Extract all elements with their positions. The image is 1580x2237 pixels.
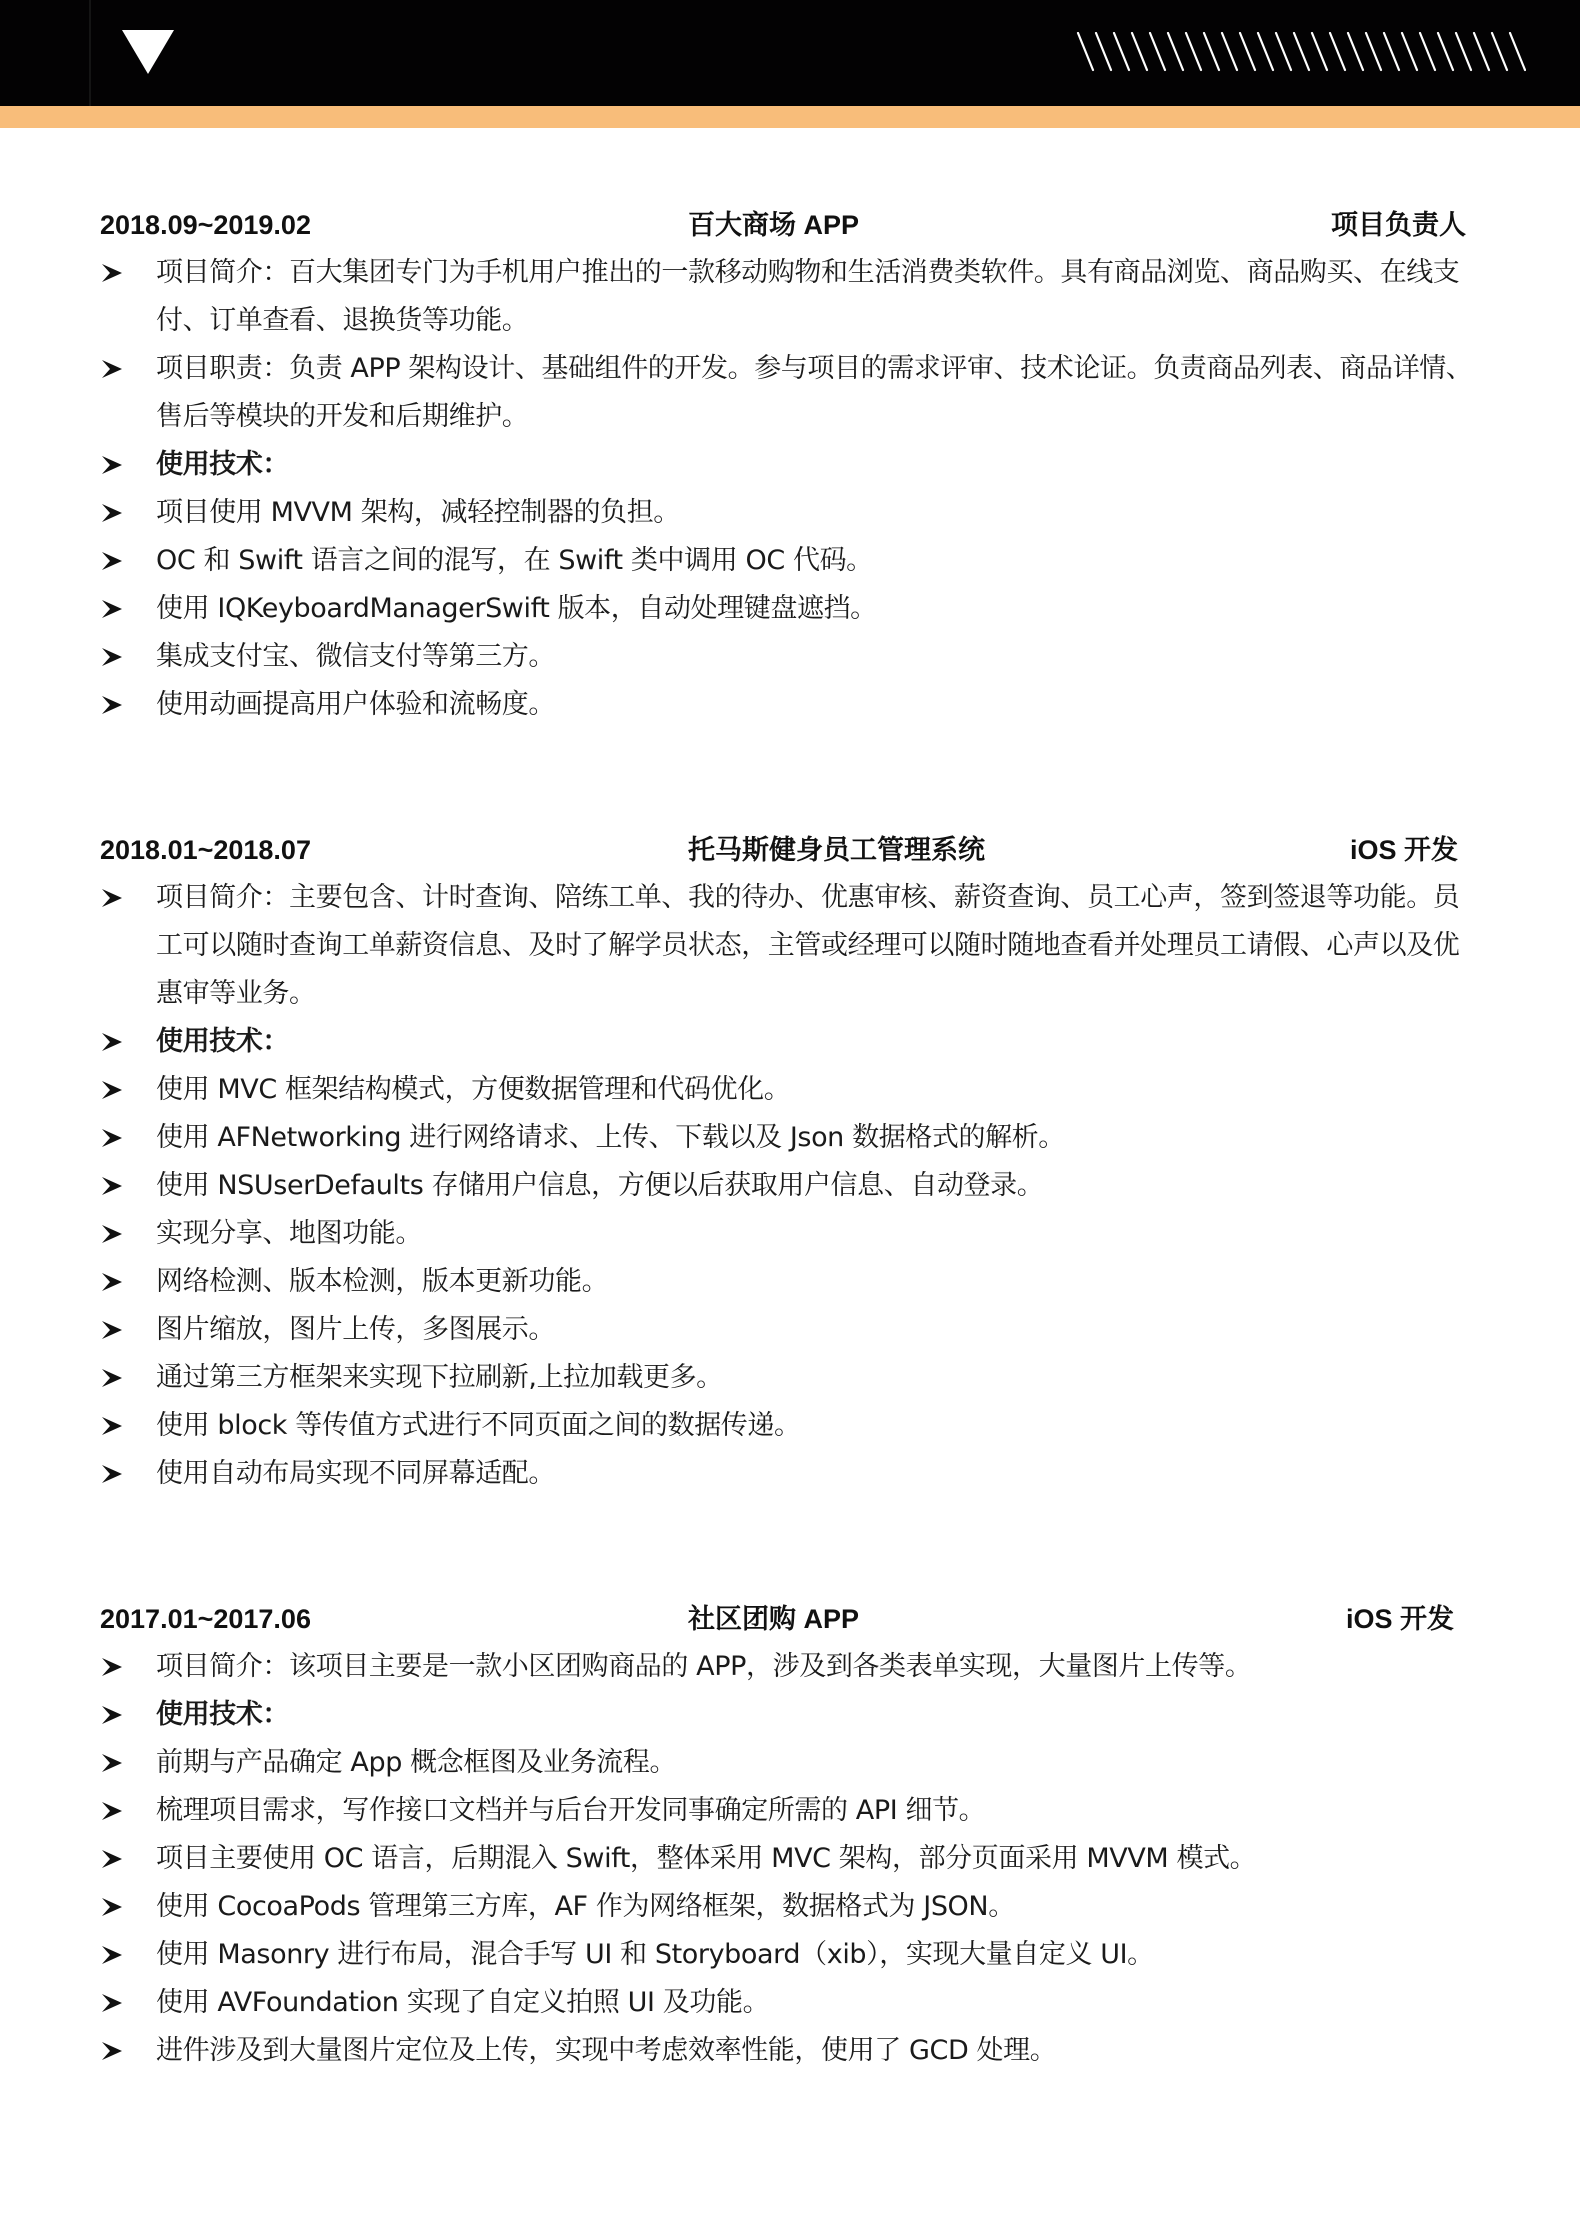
- list-item-text: 使用 AFNetworking 进行网络请求、上传、下载以及 Json 数据格式的解析。: [156, 1122, 1065, 1153]
- list-item: [100, 1162, 1480, 1210]
- list-item: [100, 1258, 1480, 1306]
- list-item: [100, 874, 1480, 1018]
- list-item-text: 项目简介：百大集团专门为手机用户推出的一款移动购物和生活消费类软件。具有商品浏览、商品购买、在线支付、订单查看、退换货等功能。: [156, 257, 1460, 336]
- list-item: [100, 1979, 1480, 2027]
- project-role: iOS 开发: [1349, 835, 1458, 865]
- list-item: [100, 1066, 1480, 1114]
- arrow-bullet-icon: [101, 262, 123, 284]
- list-item-text: 使用自动布局实现不同屏幕适配。: [156, 1458, 555, 1489]
- project-header: [100, 201, 1480, 249]
- list-item-text: 使用 AVFoundation 实现了自定义拍照 UI 及功能。: [156, 1987, 770, 2018]
- list-item: [100, 1643, 1480, 1691]
- list-item: [100, 345, 1480, 441]
- list-item-heading: [100, 441, 1480, 489]
- list-item-text: 项目简介：主要包含、计时查询、陪练工单、我的待办、优惠审核、薪资查询、员工心声，签到签退等功能。员工可以随时查询工单薪资信息、及时了解学员状态，主管或经理可以随时随地查看并处理员工请假、心声以及优惠审等业务。: [156, 882, 1460, 1009]
- list-item: [100, 1787, 1480, 1835]
- list-item: [100, 1306, 1480, 1354]
- arrow-bullet-icon: [101, 887, 123, 909]
- list-item: [100, 1883, 1480, 1931]
- list-item-text: 项目主要使用 OC 语言，后期混入 Swift，整体采用 MVC 架构，部分页面采用 MVVM 模式。: [156, 1843, 1257, 1874]
- project-header: [100, 1595, 1480, 1643]
- list-item-text: 项目简介：该项目主要是一款小区团购商品的 APP，涉及到各类表单实现，大量图片上传等。: [156, 1651, 1252, 1682]
- list-item-text: 网络检测、版本检测，版本更新功能。: [156, 1266, 609, 1297]
- arrow-bullet-icon: [101, 1415, 123, 1437]
- list-item-text: OC 和 Swift 语言之间的混写，在 Swift 类中调用 OC 代码。: [156, 545, 873, 576]
- list-item: [100, 2027, 1480, 2075]
- list-item: [100, 1210, 1480, 1258]
- arrow-bullet-icon: [101, 454, 123, 476]
- list-item: [100, 1402, 1480, 1450]
- list-item-text: 集成支付宝、微信支付等第三方。: [156, 641, 555, 672]
- list-item-text: 使用 IQKeyboardManagerSwift 版本，自动处理键盘遮挡。: [156, 593, 877, 624]
- arrow-bullet-icon: [101, 598, 123, 620]
- arrow-bullet-icon: [101, 502, 123, 524]
- list-item-heading: [100, 1691, 1480, 1739]
- list-item-heading: [100, 1018, 1480, 1066]
- project-role: iOS 开发: [1345, 1604, 1454, 1634]
- list-item-text: 使用 Masonry 进行布局，混合手写 UI 和 Storyboard（xib），实现大量自定义 UI。: [156, 1939, 1154, 1970]
- arrow-bullet-icon: [101, 1944, 123, 1966]
- arrow-bullet-icon: [101, 1367, 123, 1389]
- arrow-bullet-icon: [101, 1079, 123, 1101]
- arrow-bullet-icon: [101, 1656, 123, 1678]
- arrow-bullet-icon: [101, 1992, 123, 2014]
- list-item: [100, 585, 1480, 633]
- arrow-bullet-icon: [101, 1800, 123, 1822]
- list-item-text: 通过第三方框架来实现下拉刷新,上拉加载更多。: [156, 1362, 723, 1393]
- list-item-text: 项目职责：负责 APP 架构设计、基础组件的开发。参与项目的需求评审、技术论证。负责商品列表、商品详情、售后等模块的开发和后期维护。: [156, 353, 1473, 432]
- list-item: [100, 1835, 1480, 1883]
- list-item: [100, 537, 1480, 585]
- list-item-text: 进件涉及到大量图片定位及上传，实现中考虑效率性能，使用了 GCD 处理。: [156, 2035, 1057, 2066]
- arrow-bullet-icon: [101, 2040, 123, 2062]
- list-item: [100, 633, 1480, 681]
- arrow-bullet-icon: [101, 1704, 123, 1726]
- list-item: [100, 1114, 1480, 1162]
- arrow-bullet-icon: [101, 1463, 123, 1485]
- arrow-bullet-icon: [101, 1319, 123, 1341]
- project-name: 百大商场 APP: [688, 210, 860, 240]
- list-item: [100, 489, 1480, 537]
- list-item-text: 项目使用 MVVM 架构，减轻控制器的负担。: [156, 497, 680, 528]
- arrow-bullet-icon: [101, 1175, 123, 1197]
- arrow-bullet-icon: [101, 550, 123, 572]
- arrow-bullet-icon: [101, 358, 123, 380]
- list-item-text: 使用 MVC 框架结构模式，方便数据管理和代码优化。: [156, 1074, 791, 1105]
- project-section: [100, 1595, 1480, 2075]
- project-period: 2018.01~2018.07: [100, 835, 311, 865]
- arrow-bullet-icon: [101, 694, 123, 716]
- header-divider: [89, 0, 91, 106]
- list-item: [100, 249, 1480, 345]
- arrow-bullet-icon: [101, 1752, 123, 1774]
- project-section: [100, 826, 1480, 1498]
- arrow-bullet-icon: [101, 1127, 123, 1149]
- accent-bar: [0, 106, 1580, 128]
- list-item-text: 使用技术：: [156, 449, 289, 480]
- list-item: [100, 1450, 1480, 1498]
- header-bar: [0, 0, 1580, 106]
- project-name: 社区团购 APP: [688, 1604, 860, 1634]
- list-item-text: 前期与产品确定 App 概念框图及业务流程。: [156, 1747, 677, 1778]
- list-item-text: 实现分享、地图功能。: [156, 1218, 422, 1249]
- arrow-bullet-icon: [101, 1271, 123, 1293]
- list-item-text: 使用 block 等传值方式进行不同页面之间的数据传递。: [156, 1410, 801, 1441]
- arrow-bullet-icon: [101, 646, 123, 668]
- project-role: 项目负责人: [1331, 210, 1466, 240]
- list-item-text: 使用动画提高用户体验和流畅度。: [156, 689, 555, 720]
- project-section: [100, 201, 1480, 729]
- list-item: [100, 1354, 1480, 1402]
- list-item: [100, 1739, 1480, 1787]
- arrow-bullet-icon: [101, 1896, 123, 1918]
- arrow-bullet-icon: [101, 1223, 123, 1245]
- project-period: 2017.01~2017.06: [100, 1604, 311, 1634]
- arrow-bullet-icon: [101, 1848, 123, 1870]
- project-period: 2018.09~2019.02: [100, 210, 311, 240]
- list-item-text: 图片缩放，图片上传，多图展示。: [156, 1314, 555, 1345]
- arrow-bullet-icon: [101, 1031, 123, 1053]
- triangle-down-icon: [122, 30, 174, 74]
- diagonal-hatch-decoration: [1076, 32, 1526, 72]
- list-item-text: 使用技术：: [156, 1026, 289, 1057]
- list-item-text: 使用 NSUserDefaults 存储用户信息，方便以后获取用户信息、自动登录。: [156, 1170, 1044, 1201]
- list-item-text: 使用 CocoaPods 管理第三方库，AF 作为网络框架，数据格式为 JSON。: [156, 1891, 1015, 1922]
- project-header: [100, 826, 1480, 874]
- list-item-text: 梳理项目需求，写作接口文档并与后台开发同事确定所需的 API 细节。: [156, 1795, 986, 1826]
- list-item: [100, 681, 1480, 729]
- project-name: 托马斯健身员工管理系统: [688, 835, 985, 865]
- list-item: [100, 1931, 1480, 1979]
- list-item-text: 使用技术：: [156, 1699, 289, 1730]
